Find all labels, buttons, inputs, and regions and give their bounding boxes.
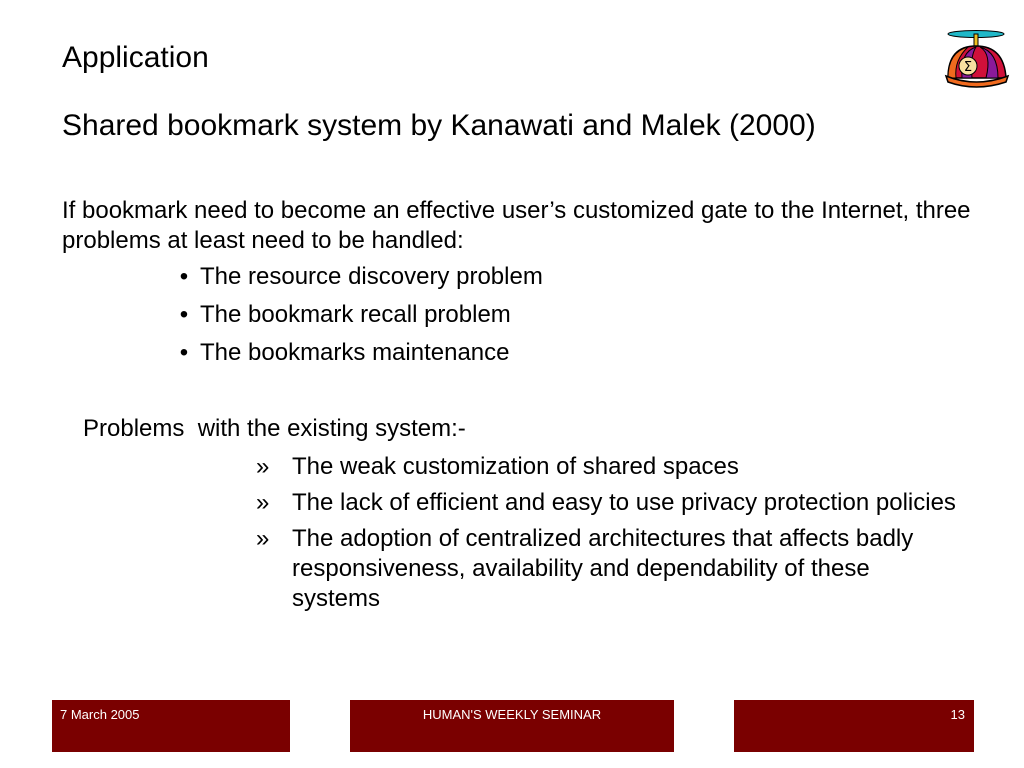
list-item [252, 488, 962, 518]
propeller-beanie-sigma-icon [940, 26, 1012, 92]
slide-subtitle: Shared bookmark system by Kanawati and Malek (2000) [62, 109, 816, 142]
footer-seminar-title: HUMAN'S WEEKLY SEMINAR [350, 700, 674, 752]
footer-page-number: 13 [734, 700, 974, 752]
bullet-mark: • [179, 301, 189, 328]
logo-sigma-glyph: Σ [963, 60, 973, 75]
subbullet-mark: » [256, 453, 270, 480]
list-item-text: The bookmarks maintenance [200, 339, 510, 366]
bullet-mark: • [179, 263, 189, 290]
list-item [168, 338, 543, 376]
intro-paragraph: If bookmark need to become an effective user’s customized gate to the Internet, three problems at least need to be handled: [62, 197, 971, 254]
list-item [168, 262, 543, 300]
problems-heading: Problems with the existing system:- [83, 415, 466, 442]
list-item-text: The weak customization of shared spaces [292, 453, 739, 480]
list-item-text: The adoption of centralized architectures that affects badly responsiveness, availability and dependability of these systems [292, 525, 914, 612]
list-item-text: The bookmark recall problem [200, 301, 511, 328]
problem-list [168, 262, 543, 376]
list-item [252, 524, 962, 614]
subbullet-mark: » [256, 489, 270, 516]
list-item [252, 452, 962, 482]
list-item-text: The lack of efficient and easy to use privacy protection policies [292, 489, 956, 516]
existing-system-problem-list [252, 452, 962, 620]
subbullet-mark: » [256, 525, 270, 552]
slide-title: Application [62, 41, 209, 74]
list-item-text: The resource discovery problem [200, 263, 543, 290]
footer-date: 7 March 2005 [52, 700, 290, 752]
list-item [168, 300, 543, 338]
bullet-mark: • [179, 339, 189, 366]
